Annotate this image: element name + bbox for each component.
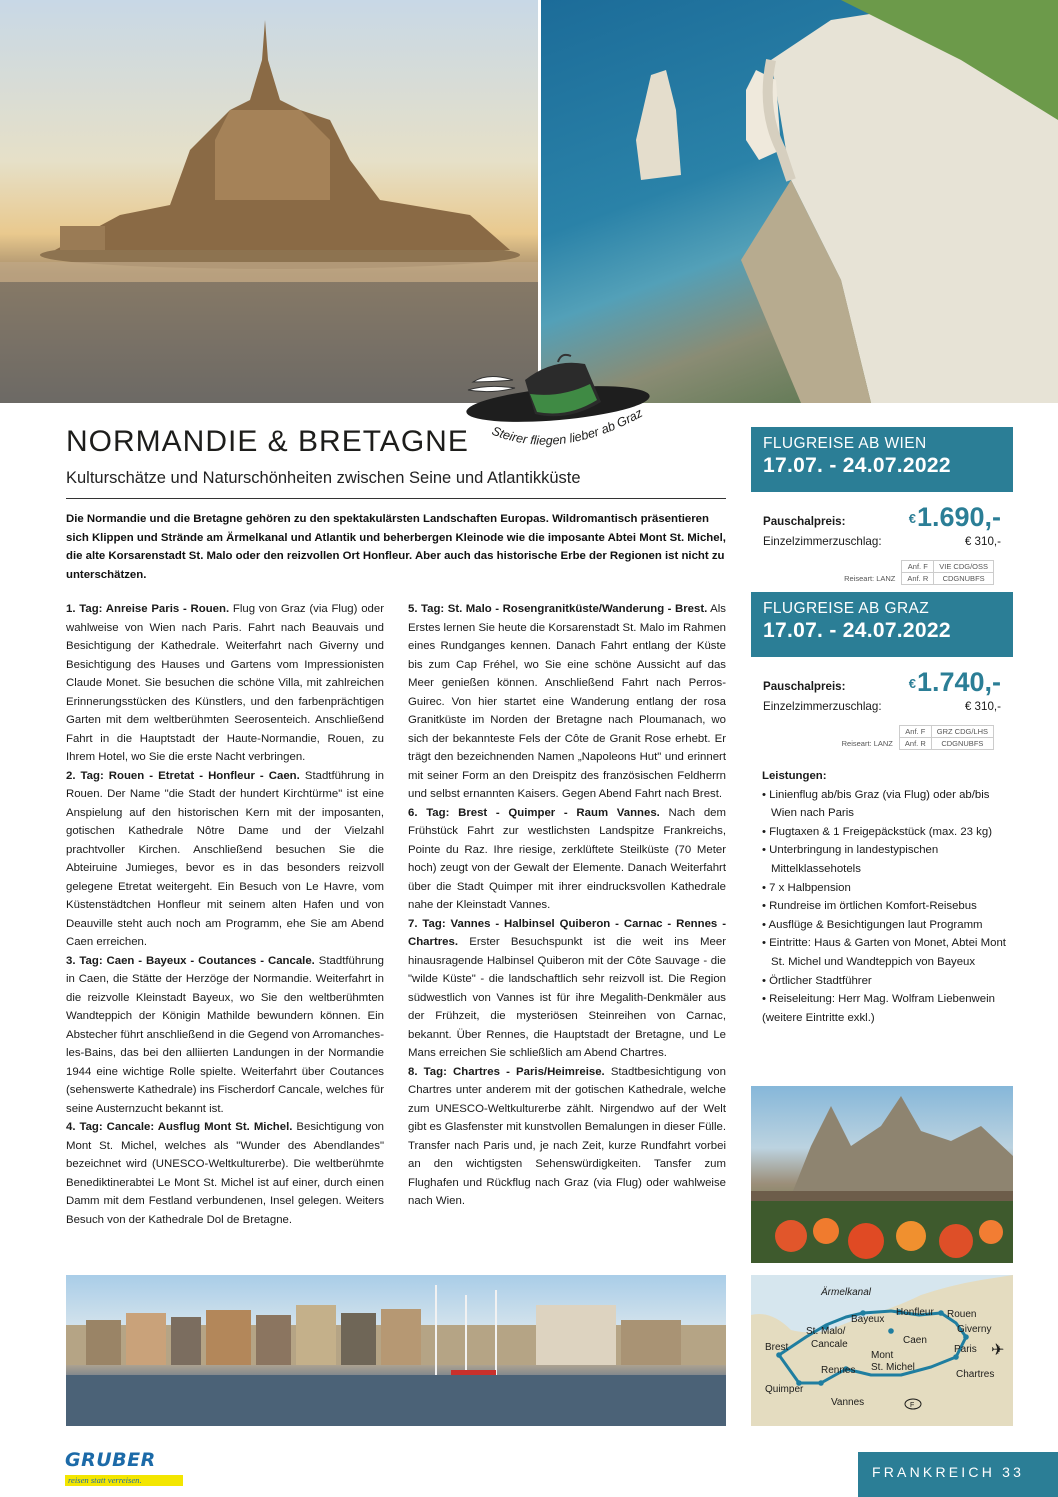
offer-body-wien [751,492,1013,592]
title-divider [66,498,726,499]
steirer-hat-badge [463,352,663,462]
itinerary-column-left [66,600,384,1229]
offer-label: FLUGREISE AB GRAZ [763,600,930,617]
map-label-giverny: Giverny [957,1324,992,1335]
map-country-badge: F [910,1402,915,1409]
itinerary-day: 4. Tag: Cancale: Ausflug Mont St. Michel. Besichtigung von Mont St. Michel, welches als "Wunder des Abendlandes" bezeichnet wird (UNESCO-Weltkulturerbe). Die weltberühmte Benediktinerabtei Le Mont St. Michel ist auf einer, durch einen Damm mit dem Festland verbundenen, Insel gelegen. Weiters Besuch von der Kathedrale Dol de Bretagne. [66,1121,385,1226]
price-value: €1.740,- [908,667,1001,697]
gruber-logo[interactable] [65,1449,185,1485]
map-label-rouen: Rouen [947,1309,977,1320]
list-item: • 7 x Halbpension [762,879,1007,898]
services-title: Leistungen: [762,770,827,782]
photo-mont-st-michel [0,0,538,403]
map-label-brest: Brest [765,1342,789,1353]
logo-brand: GRUBER [65,1449,156,1471]
itinerary-day: 6. Tag: Brest - Quimper - Raum Vannes. Nach dem Frühstück Fahrt zur westlichsten Landspitze Frankreichs, Pointe du Raz. Ihre riesige, zerklüftete Steilküste (70 Meter hoch) zeugt von der Gewalt der Elemente. Danach Weiterfahrt über die Stadt Quimper mit ihrer eindrucksvollen Kathedrale nahe der Kleinstadt Vannes. [408,806,726,911]
pauschal-label: Pauschalpreis: [763,680,846,693]
page-title: NORMANDIE & BRETAGNE [66,425,469,458]
itinerary-day: 5. Tag: St. Malo - Rosengranitküste/Wanderung - Brest. Als Erstes lernen Sie heute die Korsarenstadt St. Malo im Rahmen eines Rundganges kennen. Danach Fahrt entlang der Küste bis zum Cap Fréhel, wo Sie eine schöne Aussicht auf das Meer genießen können. Anschließend Fahrt nach Perros-Guirec. Von hier startet eine Wanderung entlang der rosa Granitküste im Norden der Bretagne nach Ploumanach, wo sich der bekannteste Fels der Côte de Granit Rose erhebt. Er trägt den bezeichnenden Namen „Napoleons Hut" und erinnert mit seiner Form an den Dreispitz des französischen Feldherrn und selbst ernannten Kaisers. Gegen Abend Fahrt nach Brest. [408,603,726,800]
photo-etretat-cliffs [541,0,1058,403]
map-label-honfleur: Honfleur [896,1307,934,1318]
plane-icon: ✈ [991,1342,1005,1359]
map-label-st-michel: St. Michel [871,1362,915,1373]
pauschal-label: Pauschalpreis: [763,515,846,528]
ez-value: € 310,- [964,535,1001,548]
map-label-stmalo: St. Malo/ [806,1326,846,1337]
list-item: • Eintritte: Haus & Garten von Monet, Abtei Mont St. Michel und Wandteppich von Bayeux [762,934,1007,971]
list-item: • Ausflüge & Besichtigungen laut Programm [762,916,1007,935]
offer-header-graz [751,592,1013,657]
logo-tagline: reisen statt verreisen. [65,1475,183,1486]
services-note: (weitere Eintritte exkl.) [762,1011,875,1024]
offer-body-graz [751,657,1013,757]
offer-dates: 17.07. - 24.07.2022 [763,454,951,477]
photo-honfleur-harbour [66,1275,726,1426]
offer-dates: 17.07. - 24.07.2022 [763,619,951,642]
list-item: • Linienflug ab/bis Graz (via Flug) oder ab/bis Wien nach Paris [762,786,1007,823]
offer-header-wien [751,427,1013,492]
ez-label: Einzelzimmerzuschlag: [763,535,882,548]
booking-codes: Anf. F GRZ CDG/LHS Reiseart: LANZ Anf. R CDGNUBFS [837,725,994,750]
map-label-caen: Caen [903,1335,927,1346]
services-list [762,767,1007,1027]
route-map [751,1275,1013,1426]
itinerary-day: 2. Tag: Rouen - Etretat - Honfleur - Caen. Stadtführung in Rouen. Der Name "die Stadt der hundert Kirchtürme" ist eine Anspielung auf den historischen Kern mit der imposanten, gotischen Kathedrale Nôtre Dame und der Vielzahl prachtvoller Kirchen. Anschließend besuchen Sie die Abteiruine Jumieges, bevor es in das besonders reizvoll gelegene Etretat weitergeht. Ein Besuch von Le Havre, vom Küstenstädtchen Honfleur mit seinem alten Hafen und von Deauville steht auch noch am Programm, ehe Sie am Abend Caen erreichen. [66,769,384,948]
offer-label: FLUGREISE AB WIEN [763,435,927,452]
map-label-rennes: Rennes [821,1365,856,1376]
page-subtitle: Kulturschätze und Naturschönheiten zwischen Seine und Atlantikküste [66,469,581,487]
map-label-paris: Paris [954,1344,977,1355]
list-item: • Rundreise im örtlichen Komfort-Reisebus [762,897,1007,916]
photo-town-flowers [751,1086,1013,1263]
page-footer-label: FRANKREICH 33 [858,1452,1058,1497]
map-label-bayeux: Bayeux [851,1314,885,1325]
badge-text: Steirer fliegen lieber ab Graz [489,405,645,448]
map-label-quimper: Quimper [765,1384,804,1395]
itinerary-day: 3. Tag: Caen - Bayeux - Coutances - Cancale. Stadtführung in Caen, die Stätte der Herzöge der Normandie. Weiterfahrt in die reizvolle Kleinstadt Bayeux, wo Sie den weltberühmten Wandteppich der Königin Mathilde bewundern können. Ein Abstecher führt anschließend in die Gegend von Arromanches-les-Bains, das bei den alliierten Landungen in der Normandie 1944 eine wichtige Rolle spielte. Weiterfahrt über Coutances (sehenswerte Kathedrale) ins Fischerdorf Cancale, welches für seine Austernzucht bekannt ist. [66,954,384,1115]
map-label-chartres: Chartres [956,1369,995,1380]
map-label-mont: Mont [871,1350,894,1361]
booking-codes: Anf. F VIE CDG/OSS Reiseart: LANZ Anf. R CDGNUBFS [839,560,994,585]
map-label-cancale: Cancale [811,1339,848,1350]
ez-value: € 310,- [964,700,1001,713]
map-label-vannes: Vannes [831,1397,865,1408]
list-item: • Örtlicher Stadtführer [762,972,1007,991]
list-item: • Unterbringung in landestypischen Mittelklassehotels [762,841,1007,878]
ez-label: Einzelzimmerzuschlag: [763,700,882,713]
itinerary-column-right [408,600,726,1211]
itinerary-day: 8. Tag: Chartres - Paris/Heimreise. Stadtbesichtigung von Chartres unter anderem mit der gotischen Kathedrale, welche zum UNESCO-Weltkulturerbe zählt. Nirgendwo auf der Welt gibt es Glasfenster mit kunstvollen Bemalungen in dieser Fülle. Transfer nach Paris und, je nach Zeit, kurze Rundfahrt vorbei an den wichtigsten Sehenswürdigkeiten. Tansfer zum Flughafen und Rückflug nach Graz (via Flug) oder wahlweise nach Wien. [408,1065,726,1207]
list-item: • Reiseleitung: Herr Mag. Wolfram Liebenwein [762,990,1007,1009]
map-label-sea: Ärmelkanal [821,1287,872,1298]
price-value: €1.690,- [908,502,1001,532]
itinerary-day: 1. Tag: Anreise Paris - Rouen. Flug von Graz (via Flug) oder wahlweise von Wien nach Paris. Fahrt nach Beauvais und Besichtigung der Kathedrale. Weiterfahrt nach Giverny und Besichtigung des Hauses und Gartens vom Impressionisten Claude Monet. Sie besuchen die schöne Villa, mit zahlreichen Erinnerungsstücken des Künstlers, und den farbenprächtigen Garten mit dem weltberühmten Seerosenteich. Anschließend Fahrt in die Hauptstadt der Haute-Normandie, Rouen, zu Ihrem Hotel, wo Sie die erste Nacht verbringen. [66,603,384,763]
itinerary-day: 7. Tag: Vannes - Halbinsel Quiberon - Carnac - Rennes - Chartres. Erster Besuchspunkt ist die weit ins Meer hinausragende Halbinsel Quiberon mit der Côte Sauvage - die "wilde Küste" - die landschaftlich sehr reizvoll ist. Die Region südwestlich von Vannes ist für ihre Megalith-Denkmäler aus der Frühzeit, die mysteriösen Steinreihen von Carnac, bekannt. Über Rennes, die Hauptstadt der Bretagne, und Le Mans erreichen Sie schließlich am Abend Chartres. [408,917,726,1059]
list-item: • Flugtaxen & 1 Freigepäckstück (max. 23 kg) [762,823,1007,842]
intro-paragraph: Die Normandie und die Bretagne gehören zu den spektakulärsten Landschaften Europas. Wildromantisch präsentieren sich Klippen und Strände am Ärmelkanal und Atlantik und beherbergen Kleinode wie die imposante Abtei Mont St. Michel, die alte Korsarenstadt St. Malo oder den reizvollen Ort Honfleur. Aber auch das historische Erbe der Regionen ist nicht zu unterschätzen. [66,513,726,581]
